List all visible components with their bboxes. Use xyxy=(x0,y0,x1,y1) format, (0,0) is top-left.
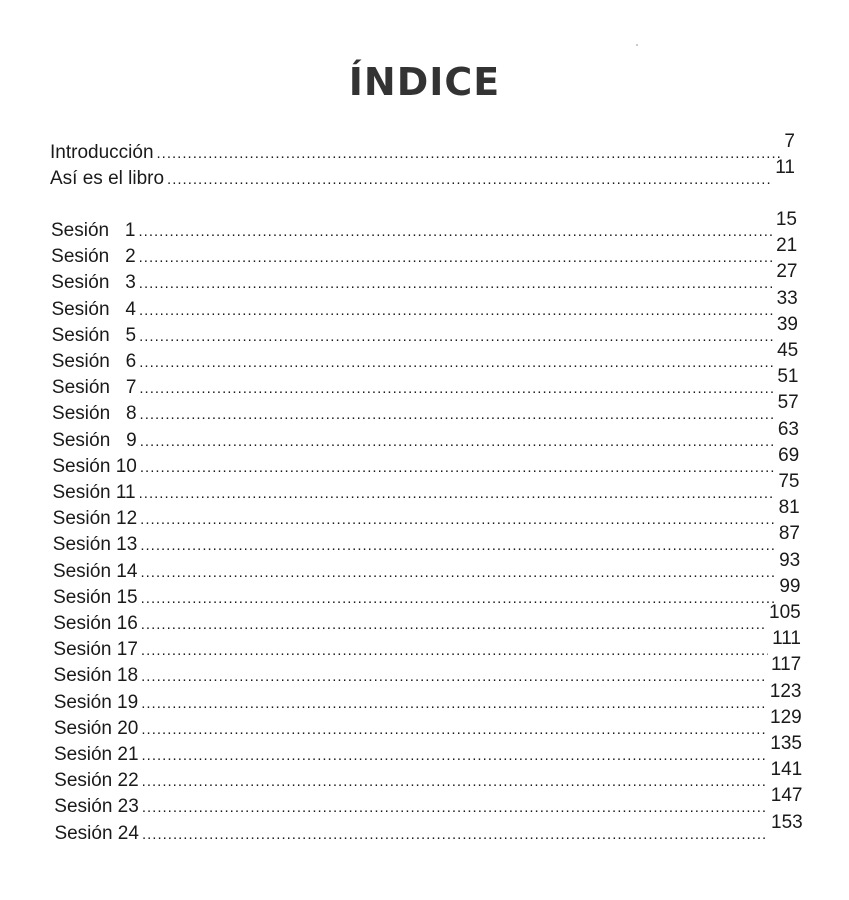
dot-leader xyxy=(139,355,773,371)
toc-entry-page-number: 57 xyxy=(777,392,799,414)
dot-leader xyxy=(141,643,768,659)
toc-entry-page-number: 135 xyxy=(770,733,802,754)
toc-entry-label: Sesión 7 xyxy=(51,377,137,399)
toc-entry xyxy=(50,157,795,189)
toc-entry-label: Sesión 20 xyxy=(53,717,139,739)
toc-entry-page-number: 81 xyxy=(778,497,800,519)
toc-entry-page-number: 11 xyxy=(775,157,795,178)
dot-leader xyxy=(139,276,773,292)
toc-entry-session xyxy=(53,628,801,661)
toc-entry-session xyxy=(52,418,799,451)
toc-entry-session xyxy=(52,549,801,582)
dot-leader xyxy=(139,486,775,502)
dot-leader xyxy=(139,224,772,240)
toc-entry-page-number: 15 xyxy=(775,209,797,230)
dot-leader xyxy=(139,381,773,397)
toc-entry-session xyxy=(52,444,800,477)
toc-entry-session xyxy=(53,680,802,713)
toc-entry-page-number: 63 xyxy=(777,418,799,440)
dot-leader xyxy=(141,669,767,685)
toc-entry-page-number: 75 xyxy=(778,471,800,492)
dot-leader xyxy=(140,407,774,423)
toc-entry-session xyxy=(53,575,801,608)
toc-entry-label: Así es el libro xyxy=(50,168,165,189)
toc-entry-page-number: 21 xyxy=(776,235,798,257)
toc-entry-session xyxy=(51,261,798,294)
dot-leader xyxy=(157,146,781,162)
toc-entry-page-number: 69 xyxy=(778,444,800,466)
dot-leader xyxy=(142,748,767,764)
dot-leader xyxy=(141,591,776,607)
toc-entry-label: Sesión 19 xyxy=(53,691,139,713)
toc-entry-page-number: 111 xyxy=(772,628,801,650)
toc-entry-page-number: 141 xyxy=(770,759,803,781)
scan-speck xyxy=(636,44,638,46)
toc-entry-session xyxy=(54,759,803,792)
dot-leader xyxy=(139,303,773,319)
dot-leader xyxy=(140,460,774,476)
toc-entry-page-number: 93 xyxy=(779,549,801,571)
dot-leader xyxy=(167,172,771,188)
dot-leader xyxy=(140,538,775,554)
toc-entry-page-number: 123 xyxy=(769,680,802,702)
toc-entry-page-number: 129 xyxy=(770,706,802,728)
dot-leader xyxy=(141,696,766,712)
toc-entry-session xyxy=(51,313,798,346)
toc-entry-label: Sesión 16 xyxy=(53,613,138,634)
toc-entry-label: Sesión 21 xyxy=(54,744,139,765)
toc-entry-page-number: 33 xyxy=(776,287,798,309)
toc-entry-label: Sesión 4 xyxy=(51,298,136,320)
toc-entry-page-number: 87 xyxy=(778,523,800,545)
toc-entry-label: Sesión 5 xyxy=(51,324,137,346)
toc-entry-page-number: 147 xyxy=(770,785,803,807)
toc-entry-session xyxy=(51,209,797,241)
dot-leader xyxy=(141,617,765,633)
toc-entry-label: Sesión 6 xyxy=(51,351,137,372)
toc-entry-label: Sesión 12 xyxy=(52,508,138,530)
toc-entry-session xyxy=(54,733,802,765)
toc-entry-session xyxy=(52,497,800,530)
toc-entry-label: Sesión 22 xyxy=(54,770,139,792)
toc-entry-label: Introducción xyxy=(50,142,154,163)
toc-entry-session xyxy=(54,811,803,844)
toc-entry-session xyxy=(53,654,802,687)
toc-entry-session xyxy=(52,392,799,425)
dot-leader xyxy=(140,512,774,528)
toc-entry-label: Sesión 2 xyxy=(51,246,136,268)
toc-entry-page-number: 117 xyxy=(770,654,802,676)
toc-entry-session xyxy=(51,235,798,268)
toc-entry-label: Sesión 10 xyxy=(52,455,137,477)
toc-entry-page-number: 45 xyxy=(777,340,799,361)
dot-leader xyxy=(140,565,775,581)
toc-entry-session xyxy=(53,602,801,634)
toc-entry-page-number: 51 xyxy=(777,366,799,388)
toc-entry-session xyxy=(51,287,798,320)
toc-entry-label: Sesión 1 xyxy=(51,220,136,241)
dot-leader xyxy=(139,329,773,345)
toc-entry-page-number: 105 xyxy=(769,602,801,623)
dot-leader xyxy=(142,800,767,816)
toc-entry-page-number: 153 xyxy=(771,811,803,833)
toc-entry-label: Sesión 23 xyxy=(54,796,139,818)
toc-entry-session xyxy=(53,706,802,739)
toc-entry-label: Sesión 18 xyxy=(53,665,139,687)
toc-entry-page-number: 39 xyxy=(776,313,798,335)
toc-entry-label: Sesión 14 xyxy=(52,560,138,582)
toc-entry-page-number: 7 xyxy=(784,131,795,152)
toc-entry-page-number: 27 xyxy=(776,261,798,283)
dot-leader xyxy=(139,250,772,266)
toc-entry-label: Sesión 3 xyxy=(51,272,136,294)
toc-entry-session xyxy=(52,523,800,556)
toc-entry-session xyxy=(52,471,800,503)
toc-entry-label: Sesión 13 xyxy=(52,534,138,556)
toc-entry-label: Sesión 9 xyxy=(52,429,137,451)
dot-leader xyxy=(141,722,766,738)
page-title: ÍNDICE xyxy=(348,60,501,104)
toc-entry-label: Sesión 8 xyxy=(52,403,137,425)
toc-entry-page-number: 99 xyxy=(779,575,801,597)
toc-entry-session xyxy=(54,785,803,818)
toc-entry-label: Sesión 17 xyxy=(53,639,138,661)
dot-leader xyxy=(142,827,767,843)
dot-leader xyxy=(142,774,767,790)
toc-entry-session xyxy=(51,340,799,372)
dot-leader xyxy=(140,434,774,450)
toc-entry-label: Sesión 24 xyxy=(54,822,139,844)
toc-entry-session xyxy=(51,366,799,399)
toc-entry xyxy=(50,131,795,163)
toc-entry-label: Sesión 15 xyxy=(53,586,138,608)
toc-entry-label: Sesión 11 xyxy=(52,482,136,503)
